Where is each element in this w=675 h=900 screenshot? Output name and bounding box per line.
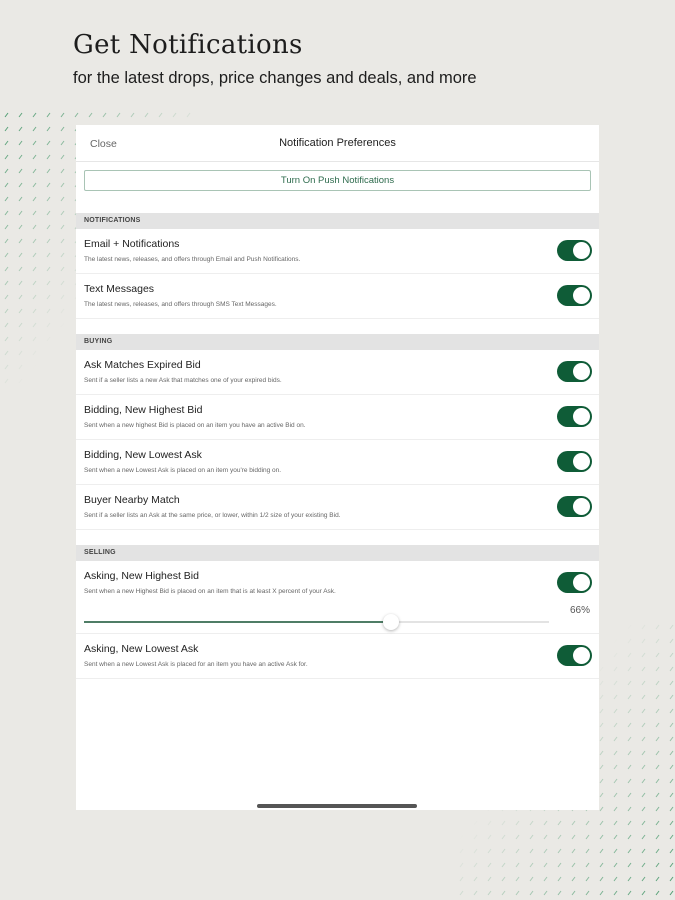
preference-row <box>76 274 599 319</box>
preference-toggle[interactable] <box>557 451 592 472</box>
preference-title: Buyer Nearby Match <box>84 494 180 506</box>
preference-description: Sent when a new Lowest Ask is placed on an item you're bidding on. <box>84 467 282 474</box>
preference-title: Bidding, New Highest Bid <box>84 404 203 416</box>
preference-description: Sent when a new Lowest Ask is placed for an item you have an active Ask for. <box>84 661 308 668</box>
preference-description: Sent when a new highest Bid is placed on an item you have an active Bid on. <box>84 422 306 429</box>
preference-toggle[interactable] <box>557 406 592 427</box>
turn-on-push-notifications-button[interactable]: Turn On Push Notifications <box>84 170 591 191</box>
modal-title: Notification Preferences <box>279 137 396 149</box>
page-subtitle: for the latest drops, price changes and deals, and more <box>73 69 477 87</box>
preference-row <box>76 485 599 530</box>
preference-row <box>76 229 599 274</box>
preference-description: Sent when a new Highest Bid is placed on an item that is at least X percent of your Ask. <box>84 588 336 595</box>
preference-title: Asking, New Lowest Ask <box>84 643 199 655</box>
preference-description: Sent if a seller lists a new Ask that matches one of your expired bids. <box>84 377 282 384</box>
slider-thumb[interactable] <box>383 614 399 630</box>
modal-header <box>76 125 599 162</box>
preference-description: The latest news, releases, and offers through SMS Text Messages. <box>84 301 277 308</box>
preferences-list <box>76 213 599 679</box>
preference-description: Sent if a seller lists an Ask at the same price, or lower, within 1/2 size of your existing Bid. <box>84 512 341 519</box>
preference-description: The latest news, releases, and offers through Email and Push Notifications. <box>84 256 301 263</box>
preference-toggle[interactable] <box>557 361 592 382</box>
preference-row <box>76 634 599 679</box>
section-header: SELLING <box>76 545 599 561</box>
preference-toggle[interactable] <box>557 572 592 593</box>
preference-toggle[interactable] <box>557 496 592 517</box>
preference-title: Text Messages <box>84 283 155 295</box>
page-title: Get Notifications <box>73 30 303 60</box>
section-header: NOTIFICATIONS <box>76 213 599 229</box>
slider-fill <box>84 621 391 623</box>
slider-value: 66% <box>569 605 590 616</box>
preference-row <box>76 440 599 485</box>
close-button[interactable]: Close <box>90 138 117 150</box>
preference-title: Ask Matches Expired Bid <box>84 359 201 371</box>
preference-toggle[interactable] <box>557 285 592 306</box>
preference-row <box>76 350 599 395</box>
preference-title: Asking, New Highest Bid <box>84 570 199 582</box>
home-indicator <box>257 804 417 808</box>
notification-preferences-modal <box>76 125 599 810</box>
preference-title: Email + Notifications <box>84 238 180 250</box>
preference-row <box>76 395 599 440</box>
preference-toggle[interactable] <box>557 645 592 666</box>
preference-title: Bidding, New Lowest Ask <box>84 449 202 461</box>
percent-slider[interactable] <box>84 614 549 630</box>
section-header: BUYING <box>76 334 599 350</box>
preference-toggle[interactable] <box>557 240 592 261</box>
